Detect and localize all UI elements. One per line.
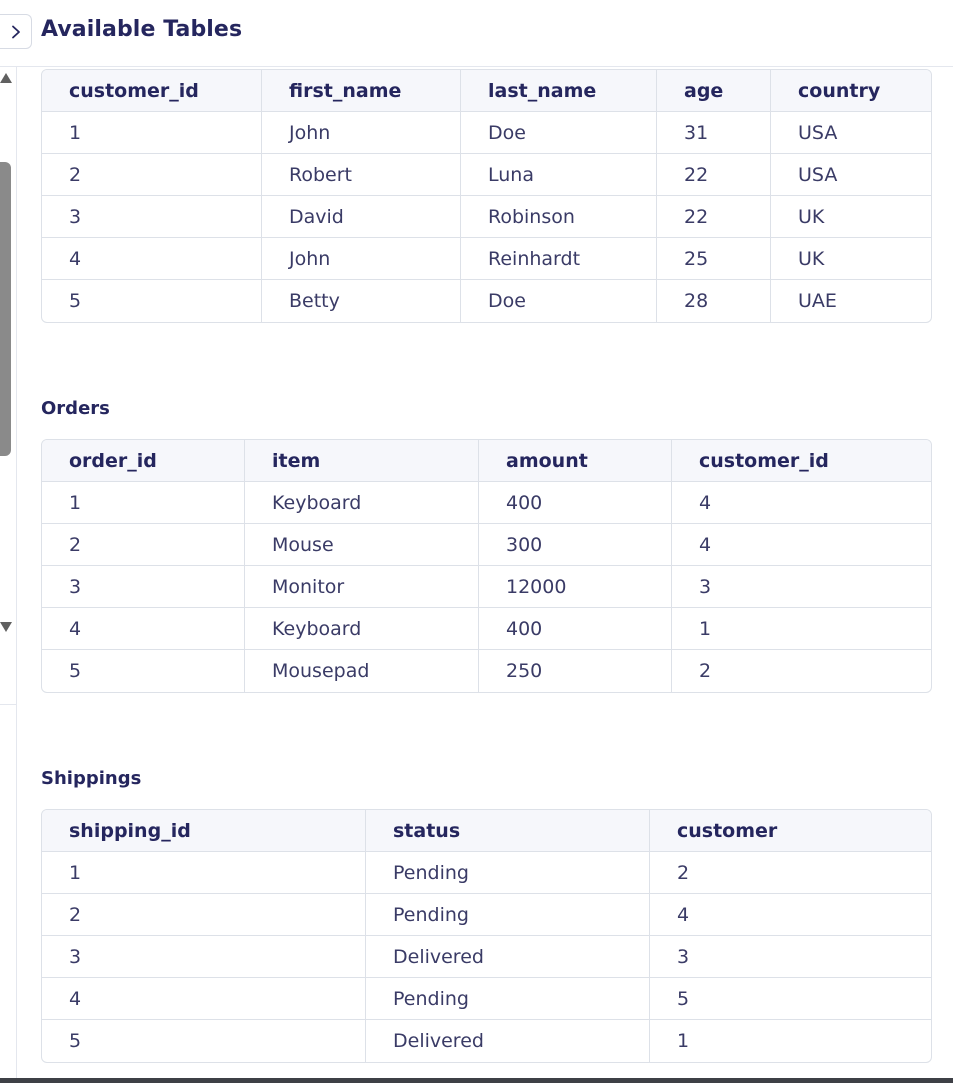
column-header: customer	[650, 810, 931, 852]
table-cell: Pending	[366, 894, 650, 936]
table-row	[42, 482, 931, 524]
table-cell: Delivered	[366, 1020, 650, 1062]
table-cell: 3	[672, 566, 931, 608]
table-cell: 2	[650, 852, 931, 894]
column-header: customer_id	[672, 440, 931, 482]
table-header-row	[42, 440, 931, 482]
table-cell: Reinhardt	[461, 238, 657, 280]
table-row	[42, 238, 931, 280]
table-row	[42, 978, 931, 1020]
table-cell: Mouse	[245, 524, 479, 566]
header	[0, 0, 953, 67]
table-cell: 2	[42, 524, 245, 566]
scrollbar-thumb[interactable]	[0, 162, 11, 456]
table-row	[42, 936, 931, 978]
table-cell: John	[262, 238, 461, 280]
table-cell: UK	[771, 238, 931, 280]
table-cell: 2	[42, 894, 366, 936]
table-cell: Doe	[461, 112, 657, 154]
table-cell: 3	[650, 936, 931, 978]
table-cell: 4	[672, 524, 931, 566]
table-cell: 4	[42, 978, 366, 1020]
table-cell: 1	[42, 112, 262, 154]
table-cell: 4	[672, 482, 931, 524]
table-row	[42, 566, 931, 608]
table-cell: UK	[771, 196, 931, 238]
table-cell: Betty	[262, 280, 461, 322]
table-cell: USA	[771, 112, 931, 154]
table-cell: Keyboard	[245, 482, 479, 524]
table-cell: 300	[479, 524, 672, 566]
divider	[0, 704, 16, 705]
table-cell: 3	[42, 196, 262, 238]
table-row	[42, 608, 931, 650]
table-cell: Keyboard	[245, 608, 479, 650]
table-cell: 1	[42, 482, 245, 524]
table-cell: Robinson	[461, 196, 657, 238]
table-cell: 5	[650, 978, 931, 1020]
column-header: amount	[479, 440, 672, 482]
table-cell: 5	[42, 280, 262, 322]
table-cell: 1	[42, 852, 366, 894]
table-cell: Doe	[461, 280, 657, 322]
orders-title: Orders	[41, 398, 110, 419]
table-header-row	[42, 810, 931, 852]
table-cell: 22	[657, 154, 771, 196]
table-row	[42, 112, 931, 154]
table-cell: 22	[657, 196, 771, 238]
page-title: Available Tables	[41, 17, 243, 42]
column-header: age	[657, 70, 771, 112]
column-header: shipping_id	[42, 810, 366, 852]
table-cell: Luna	[461, 154, 657, 196]
table-cell: Pending	[366, 852, 650, 894]
table-cell: Pending	[366, 978, 650, 1020]
customers-table	[41, 69, 932, 323]
column-header: status	[366, 810, 650, 852]
table-row	[42, 196, 931, 238]
column-header: first_name	[262, 70, 461, 112]
table-cell: 250	[479, 650, 672, 692]
table-cell: 1	[677, 1030, 690, 1052]
table-cell: 400	[479, 482, 672, 524]
table-cell: 28	[657, 280, 771, 322]
table-row	[42, 1020, 931, 1062]
table-cell: 5	[42, 650, 245, 692]
table-cell: 400	[479, 608, 672, 650]
shippings-table	[41, 809, 932, 1063]
table-cell: 5	[42, 1020, 366, 1062]
table-cell: 12000	[479, 566, 672, 608]
table-cell: 2	[699, 660, 712, 682]
column-header: item	[245, 440, 479, 482]
scroll-up-arrow-icon[interactable]	[0, 73, 12, 83]
column-header: customer_id	[42, 70, 262, 112]
shippings-title: Shippings	[41, 768, 142, 789]
bottom-bar	[0, 1078, 953, 1083]
table-row	[42, 154, 931, 196]
table-cell: 4	[42, 608, 245, 650]
table-cell: Mousepad	[245, 650, 479, 692]
table-cell: 4	[42, 238, 262, 280]
table-cell: UAE	[798, 290, 837, 312]
table-cell: Robert	[262, 154, 461, 196]
table-cell: USA	[771, 154, 931, 196]
table-cell: Delivered	[366, 936, 650, 978]
table-cell: 31	[657, 112, 771, 154]
table-row	[42, 852, 931, 894]
column-header: country	[771, 70, 931, 112]
column-header: last_name	[461, 70, 657, 112]
table-row	[42, 650, 931, 692]
table-header-row	[42, 70, 931, 112]
sidebar-toggle-button[interactable]	[0, 14, 32, 49]
table-cell: John	[262, 112, 461, 154]
table-cell: 2	[42, 154, 262, 196]
table-cell: 3	[42, 566, 245, 608]
table-cell: David	[262, 196, 461, 238]
table-row	[42, 894, 931, 936]
table-cell: 3	[42, 936, 366, 978]
chevron-right-icon	[10, 25, 22, 39]
scroll-down-arrow-icon[interactable]	[0, 622, 12, 632]
table-cell: 4	[650, 894, 931, 936]
table-row	[42, 524, 931, 566]
orders-table	[41, 439, 932, 693]
table-cell: Monitor	[245, 566, 479, 608]
column-header: order_id	[42, 440, 245, 482]
table-cell: 25	[657, 238, 771, 280]
table-row	[42, 280, 931, 322]
table-cell: 1	[672, 608, 931, 650]
